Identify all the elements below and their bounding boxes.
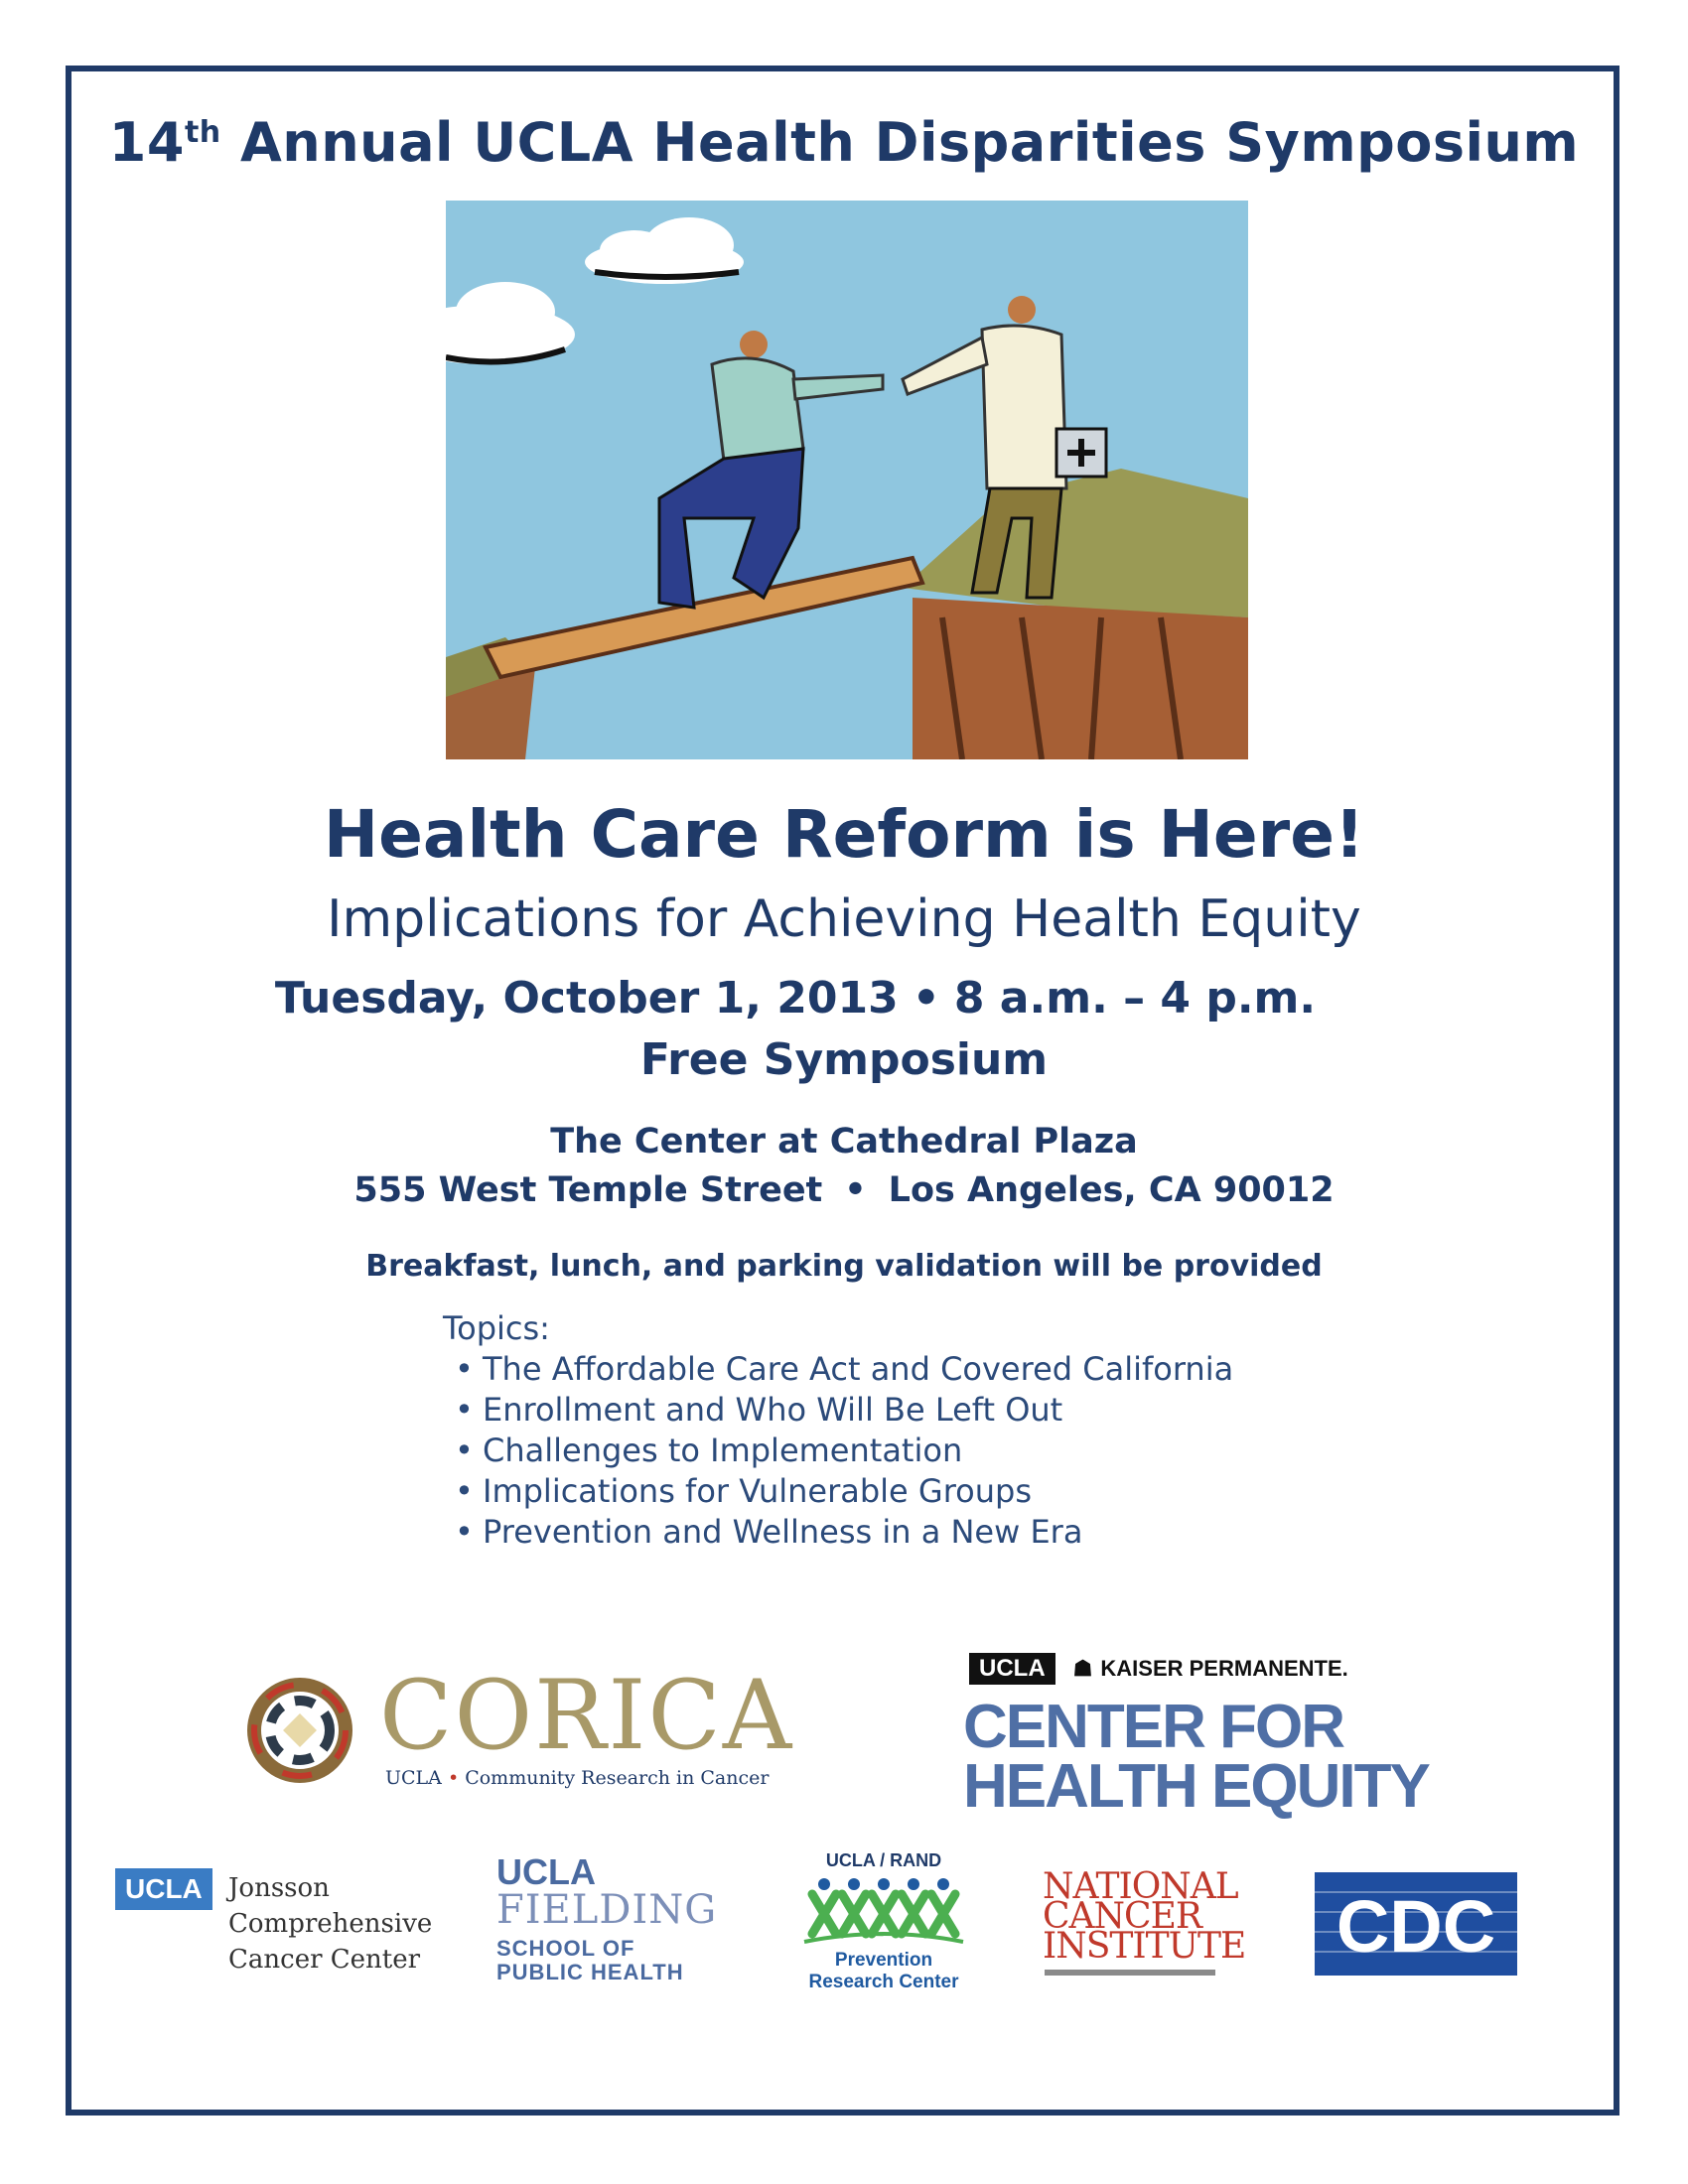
topics-section <box>443 1308 1336 1553</box>
heading-title: Annual UCLA Health Disparities Symposium <box>220 111 1580 174</box>
ucla-badge: UCLA <box>969 1653 1055 1685</box>
people-figures-icon <box>784 1876 983 1946</box>
cloud-icon <box>585 217 744 284</box>
center-for-health-equity-logo <box>963 1648 1429 1821</box>
jccc-line-2: Comprehensive <box>228 1909 433 1939</box>
event-time: 8 a.m. – 4 p.m. <box>953 973 1317 1024</box>
jonsson-cancer-center-logo <box>115 1866 453 1985</box>
cloud-icon <box>446 282 575 364</box>
bullet-icon: • <box>455 1432 474 1469</box>
topics-list <box>443 1349 1336 1553</box>
topic-item: • The Affordable Care Act and Covered California <box>455 1350 1234 1388</box>
prc-top-label: UCLA / RAND <box>825 1850 942 1870</box>
prevention-research-center-logo <box>784 1850 983 1999</box>
svg-text:CDC: CDC <box>1336 1885 1496 1968</box>
topic-item: • Challenges to Implementation <box>455 1432 963 1469</box>
cdc-logo <box>1315 1872 1517 1976</box>
amenities-note: Breakfast, lunch, and parking validation will be provided <box>365 1249 1323 1284</box>
nci-line-3: INSTITUTE <box>1043 1926 1246 1967</box>
heading-ordinal-number: 14 <box>108 111 185 174</box>
che-line-1: CENTER FOR <box>963 1693 1343 1761</box>
fielding-line-3: SCHOOL OF <box>496 1936 635 1961</box>
jccc-line-3: Cancer Center <box>228 1945 421 1975</box>
fielding-line-1: UCLA <box>496 1851 596 1892</box>
nci-line-1: NATIONAL <box>1043 1866 1238 1907</box>
heading-ordinal-suffix: th <box>184 115 221 150</box>
event-title: Health Care Reform is Here! <box>323 796 1365 873</box>
bullet-separator: • <box>844 1170 867 1210</box>
corica-logo <box>230 1660 794 1795</box>
bullet-icon: • <box>455 1513 474 1551</box>
fielding-line-4: PUBLIC HEALTH <box>496 1960 684 1984</box>
prc-line-2: Research Center <box>808 1972 959 1992</box>
bullet-icon: • <box>455 1391 474 1429</box>
che-line-2: HEALTH EQUITY <box>963 1752 1429 1821</box>
street-address: 555 West Temple Street <box>353 1170 823 1210</box>
topic-item: • Implications for Vulnerable Groups <box>455 1472 1032 1510</box>
topic-item: • Enrollment and Who Will Be Left Out <box>455 1391 1063 1429</box>
admission-note: Free Symposium <box>639 1034 1049 1085</box>
city-address: Los Angeles, CA 90012 <box>888 1170 1335 1210</box>
prc-line-1: Prevention <box>834 1950 933 1971</box>
nci-underline <box>1045 1970 1215 1976</box>
bullet-icon: • <box>455 1350 474 1388</box>
bullet-separator: • <box>912 973 940 1024</box>
kp-people-icon: ☗ <box>1072 1656 1093 1681</box>
nci-line-2: CANCER <box>1043 1896 1201 1937</box>
event-date: Tuesday, October 1, 2013 <box>274 973 899 1024</box>
venue-address <box>0 1170 1688 1210</box>
hero-illustration <box>446 201 1248 759</box>
topics-heading: Topics: <box>443 1309 550 1347</box>
corica-tagline: UCLA • Community Research in Cancer <box>385 1767 770 1789</box>
event-datetime <box>274 973 1317 1024</box>
event-subtitle: Implications for Achieving Health Equity <box>327 889 1361 949</box>
kaiser-permanente-mark: ☗ KAISER PERMANENTE. <box>1072 1656 1348 1681</box>
venue-name: The Center at Cathedral Plaza <box>550 1122 1138 1161</box>
bullet-icon: • <box>455 1472 474 1510</box>
topic-item: • Prevention and Wellness in a New Era <box>455 1513 1083 1551</box>
symposium-heading <box>0 111 1688 174</box>
cdc-wordmark <box>1315 1872 1517 1976</box>
ucla-badge: UCLA <box>115 1868 212 1910</box>
corica-wordmark: CORICA <box>379 1660 794 1771</box>
national-cancer-institute-logo <box>1043 1866 1246 1981</box>
corica-emblem-icon <box>230 1666 369 1795</box>
fielding-school-logo <box>496 1851 725 1984</box>
fielding-line-2: FIELDING <box>496 1887 718 1933</box>
jccc-line-1: Jonsson <box>228 1873 330 1903</box>
